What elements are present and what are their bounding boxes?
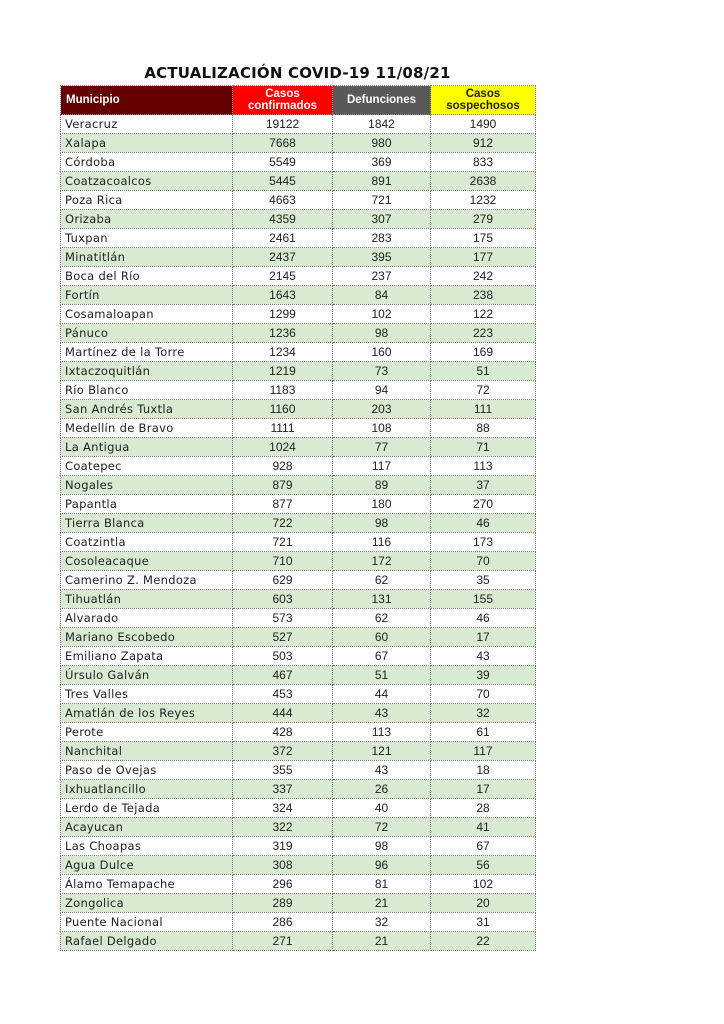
cell-confirmados: 503 <box>233 647 333 666</box>
table-row <box>61 704 536 723</box>
cell-confirmados: 296 <box>233 875 333 894</box>
table-row <box>61 286 536 305</box>
cell-confirmados: 467 <box>233 666 333 685</box>
cell-sospechosos: 833 <box>431 153 536 172</box>
cell-sospechosos: 61 <box>431 723 536 742</box>
cell-defunciones: 72 <box>333 818 431 837</box>
cell-defunciones: 26 <box>333 780 431 799</box>
cell-municipio: Alvarado <box>61 609 233 628</box>
cell-defunciones: 237 <box>333 267 431 286</box>
table-row <box>61 666 536 685</box>
cell-municipio: Coatepec <box>61 457 233 476</box>
cell-confirmados: 322 <box>233 818 333 837</box>
cell-defunciones: 21 <box>333 894 431 913</box>
cell-defunciones: 307 <box>333 210 431 229</box>
cell-sospechosos: 122 <box>431 305 536 324</box>
cell-confirmados: 372 <box>233 742 333 761</box>
cell-defunciones: 160 <box>333 343 431 362</box>
cell-defunciones: 77 <box>333 438 431 457</box>
cell-municipio: Ixtaczoquitlán <box>61 362 233 381</box>
table-row <box>61 894 536 913</box>
cell-confirmados: 271 <box>233 932 333 951</box>
cell-defunciones: 980 <box>333 134 431 153</box>
table-row <box>61 647 536 666</box>
cell-sospechosos: 35 <box>431 571 536 590</box>
cell-sospechosos: 46 <box>431 609 536 628</box>
header-sospechosos-line1: Casos <box>465 88 501 100</box>
cell-defunciones: 102 <box>333 305 431 324</box>
cell-confirmados: 319 <box>233 837 333 856</box>
cell-defunciones: 43 <box>333 704 431 723</box>
cell-confirmados: 722 <box>233 514 333 533</box>
table-row <box>61 172 536 191</box>
cell-sospechosos: 17 <box>431 780 536 799</box>
cell-sospechosos: 1232 <box>431 191 536 210</box>
cell-defunciones: 180 <box>333 495 431 514</box>
cell-municipio: Veracruz <box>61 115 233 134</box>
cell-confirmados: 355 <box>233 761 333 780</box>
cell-sospechosos: 17 <box>431 628 536 647</box>
header-casos-confirmados <box>233 86 333 115</box>
cell-confirmados: 308 <box>233 856 333 875</box>
cell-sospechosos: 117 <box>431 742 536 761</box>
cell-confirmados: 1024 <box>233 438 333 457</box>
cell-sospechosos: 67 <box>431 837 536 856</box>
header-confirmados-line2: confirmados <box>247 100 317 112</box>
cell-confirmados: 629 <box>233 571 333 590</box>
cell-sospechosos: 279 <box>431 210 536 229</box>
cell-sospechosos: 155 <box>431 590 536 609</box>
cell-confirmados: 527 <box>233 628 333 647</box>
table-row <box>61 248 536 267</box>
cell-municipio: Lerdo de Tejada <box>61 799 233 818</box>
table-row <box>61 210 536 229</box>
table-header-row <box>61 86 536 115</box>
cell-sospechosos: 912 <box>431 134 536 153</box>
cell-confirmados: 453 <box>233 685 333 704</box>
cell-defunciones: 44 <box>333 685 431 704</box>
cell-defunciones: 283 <box>333 229 431 248</box>
cell-sospechosos: 41 <box>431 818 536 837</box>
cell-defunciones: 395 <box>333 248 431 267</box>
table-row <box>61 381 536 400</box>
cell-sospechosos: 242 <box>431 267 536 286</box>
cell-sospechosos: 173 <box>431 533 536 552</box>
cell-confirmados: 1643 <box>233 286 333 305</box>
cell-municipio: Pánuco <box>61 324 233 343</box>
cell-municipio: Nogales <box>61 476 233 495</box>
cell-municipio: Camerino Z. Mendoza <box>61 571 233 590</box>
cell-municipio: Tihuatlán <box>61 590 233 609</box>
cell-municipio: Poza Rica <box>61 191 233 210</box>
table-row <box>61 761 536 780</box>
table-row <box>61 571 536 590</box>
cell-sospechosos: 238 <box>431 286 536 305</box>
cell-municipio: Ixhuatlancillo <box>61 780 233 799</box>
cell-defunciones: 891 <box>333 172 431 191</box>
table-row <box>61 628 536 647</box>
table-row <box>61 457 536 476</box>
table-row <box>61 837 536 856</box>
cell-municipio: Mariano Escobedo <box>61 628 233 647</box>
cell-defunciones: 131 <box>333 590 431 609</box>
table-row <box>61 533 536 552</box>
cell-confirmados: 5445 <box>233 172 333 191</box>
cell-municipio: Papantla <box>61 495 233 514</box>
cell-municipio: Paso de Ovejas <box>61 761 233 780</box>
cell-municipio: Minatitlán <box>61 248 233 267</box>
cell-municipio: Puente Nacional <box>61 913 233 932</box>
cell-confirmados: 877 <box>233 495 333 514</box>
cell-defunciones: 60 <box>333 628 431 647</box>
cell-sospechosos: 39 <box>431 666 536 685</box>
table-row <box>61 685 536 704</box>
cell-sospechosos: 175 <box>431 229 536 248</box>
cell-defunciones: 81 <box>333 875 431 894</box>
cell-confirmados: 7668 <box>233 134 333 153</box>
cell-sospechosos: 18 <box>431 761 536 780</box>
cell-defunciones: 21 <box>333 932 431 951</box>
cell-sospechosos: 169 <box>431 343 536 362</box>
cell-confirmados: 721 <box>233 533 333 552</box>
cell-municipio: Úrsulo Galván <box>61 666 233 685</box>
cell-municipio: Nanchital <box>61 742 233 761</box>
cell-sospechosos: 270 <box>431 495 536 514</box>
cell-confirmados: 289 <box>233 894 333 913</box>
cell-defunciones: 43 <box>333 761 431 780</box>
cell-sospechosos: 28 <box>431 799 536 818</box>
cell-defunciones: 98 <box>333 514 431 533</box>
cell-municipio: Boca del Río <box>61 267 233 286</box>
table-row <box>61 723 536 742</box>
cell-municipio: Emiliano Zapata <box>61 647 233 666</box>
cell-municipio: Amatlán de los Reyes <box>61 704 233 723</box>
cell-sospechosos: 20 <box>431 894 536 913</box>
covid-table <box>60 85 536 951</box>
cell-defunciones: 62 <box>333 609 431 628</box>
cell-confirmados: 603 <box>233 590 333 609</box>
cell-confirmados: 1111 <box>233 419 333 438</box>
cell-sospechosos: 223 <box>431 324 536 343</box>
cell-defunciones: 117 <box>333 457 431 476</box>
cell-defunciones: 73 <box>333 362 431 381</box>
header-defunciones: Defunciones <box>333 86 431 115</box>
cell-sospechosos: 71 <box>431 438 536 457</box>
cell-municipio: Medellín de Bravo <box>61 419 233 438</box>
cell-confirmados: 4663 <box>233 191 333 210</box>
cell-defunciones: 32 <box>333 913 431 932</box>
cell-municipio: Córdoba <box>61 153 233 172</box>
cell-defunciones: 721 <box>333 191 431 210</box>
cell-municipio: Coatzintla <box>61 533 233 552</box>
cell-defunciones: 89 <box>333 476 431 495</box>
cell-confirmados: 2437 <box>233 248 333 267</box>
cell-municipio: Orizaba <box>61 210 233 229</box>
cell-sospechosos: 102 <box>431 875 536 894</box>
cell-confirmados: 428 <box>233 723 333 742</box>
table-row <box>61 419 536 438</box>
table-row <box>61 134 536 153</box>
cell-sospechosos: 177 <box>431 248 536 267</box>
cell-sospechosos: 43 <box>431 647 536 666</box>
table-row <box>61 438 536 457</box>
cell-sospechosos: 111 <box>431 400 536 419</box>
cell-municipio: Cosamaloapan <box>61 305 233 324</box>
table-row <box>61 609 536 628</box>
table-row <box>61 932 536 951</box>
table-row <box>61 343 536 362</box>
cell-defunciones: 67 <box>333 647 431 666</box>
cell-confirmados: 444 <box>233 704 333 723</box>
cell-confirmados: 2145 <box>233 267 333 286</box>
cell-sospechosos: 1490 <box>431 115 536 134</box>
cell-defunciones: 94 <box>333 381 431 400</box>
cell-sospechosos: 51 <box>431 362 536 381</box>
table-row <box>61 913 536 932</box>
cell-municipio: Perote <box>61 723 233 742</box>
cell-municipio: Rafael Delgado <box>61 932 233 951</box>
cell-defunciones: 108 <box>333 419 431 438</box>
cell-municipio: Cosoleacaque <box>61 552 233 571</box>
cell-sospechosos: 2638 <box>431 172 536 191</box>
table-row <box>61 191 536 210</box>
cell-confirmados: 324 <box>233 799 333 818</box>
cell-municipio: Zongolica <box>61 894 233 913</box>
cell-confirmados: 1160 <box>233 400 333 419</box>
cell-confirmados: 5549 <box>233 153 333 172</box>
header-casos-sospechosos <box>431 86 536 115</box>
cell-confirmados: 1183 <box>233 381 333 400</box>
cell-confirmados: 2461 <box>233 229 333 248</box>
cell-defunciones: 96 <box>333 856 431 875</box>
table-row <box>61 400 536 419</box>
table-body <box>61 115 536 951</box>
cell-confirmados: 1219 <box>233 362 333 381</box>
cell-municipio: Xalapa <box>61 134 233 153</box>
cell-municipio: Martínez de la Torre <box>61 343 233 362</box>
cell-municipio: Acayucan <box>61 818 233 837</box>
cell-defunciones: 51 <box>333 666 431 685</box>
cell-defunciones: 40 <box>333 799 431 818</box>
cell-sospechosos: 113 <box>431 457 536 476</box>
table-row <box>61 742 536 761</box>
cell-municipio: Tierra Blanca <box>61 514 233 533</box>
cell-municipio: Tres Valles <box>61 685 233 704</box>
cell-confirmados: 879 <box>233 476 333 495</box>
cell-defunciones: 172 <box>333 552 431 571</box>
cell-sospechosos: 32 <box>431 704 536 723</box>
table-row <box>61 267 536 286</box>
cell-municipio: Coatzacoalcos <box>61 172 233 191</box>
header-sospechosos-line2: sospechosos <box>446 100 520 112</box>
cell-sospechosos: 72 <box>431 381 536 400</box>
cell-municipio: San Andrés Tuxtla <box>61 400 233 419</box>
cell-defunciones: 62 <box>333 571 431 590</box>
cell-defunciones: 116 <box>333 533 431 552</box>
cell-confirmados: 1299 <box>233 305 333 324</box>
table-row <box>61 514 536 533</box>
cell-confirmados: 1236 <box>233 324 333 343</box>
cell-sospechosos: 70 <box>431 685 536 704</box>
cell-defunciones: 84 <box>333 286 431 305</box>
cell-defunciones: 98 <box>333 324 431 343</box>
cell-municipio: Río Blanco <box>61 381 233 400</box>
cell-confirmados: 1234 <box>233 343 333 362</box>
header-municipio: Municipio <box>61 86 233 115</box>
cell-confirmados: 19122 <box>233 115 333 134</box>
table-row <box>61 153 536 172</box>
table-row <box>61 362 536 381</box>
cell-municipio: La Antigua <box>61 438 233 457</box>
cell-sospechosos: 46 <box>431 514 536 533</box>
cell-confirmados: 337 <box>233 780 333 799</box>
header-confirmados-line1: Casos <box>265 88 300 100</box>
table-row <box>61 324 536 343</box>
cell-confirmados: 710 <box>233 552 333 571</box>
cell-confirmados: 928 <box>233 457 333 476</box>
table-row <box>61 552 536 571</box>
page-title: ACTUALIZACIÓN COVID-19 11/08/21 <box>144 64 451 82</box>
cell-defunciones: 121 <box>333 742 431 761</box>
cell-defunciones: 369 <box>333 153 431 172</box>
table-row <box>61 780 536 799</box>
table-row <box>61 856 536 875</box>
table-row <box>61 115 536 134</box>
cell-sospechosos: 37 <box>431 476 536 495</box>
cell-sospechosos: 70 <box>431 552 536 571</box>
table-row <box>61 495 536 514</box>
table-row <box>61 818 536 837</box>
cell-confirmados: 4359 <box>233 210 333 229</box>
table-row <box>61 476 536 495</box>
cell-confirmados: 286 <box>233 913 333 932</box>
cell-municipio: Fortín <box>61 286 233 305</box>
cell-municipio: Álamo Temapache <box>61 875 233 894</box>
cell-municipio: Las Choapas <box>61 837 233 856</box>
cell-municipio: Tuxpan <box>61 229 233 248</box>
cell-defunciones: 113 <box>333 723 431 742</box>
cell-defunciones: 203 <box>333 400 431 419</box>
table-row <box>61 229 536 248</box>
cell-municipio: Agua Dulce <box>61 856 233 875</box>
table-row <box>61 799 536 818</box>
cell-sospechosos: 56 <box>431 856 536 875</box>
cell-confirmados: 573 <box>233 609 333 628</box>
cell-defunciones: 98 <box>333 837 431 856</box>
table-row <box>61 590 536 609</box>
cell-sospechosos: 22 <box>431 932 536 951</box>
table-row <box>61 305 536 324</box>
cell-sospechosos: 88 <box>431 419 536 438</box>
cell-defunciones: 1842 <box>333 115 431 134</box>
cell-sospechosos: 31 <box>431 913 536 932</box>
table-row <box>61 875 536 894</box>
